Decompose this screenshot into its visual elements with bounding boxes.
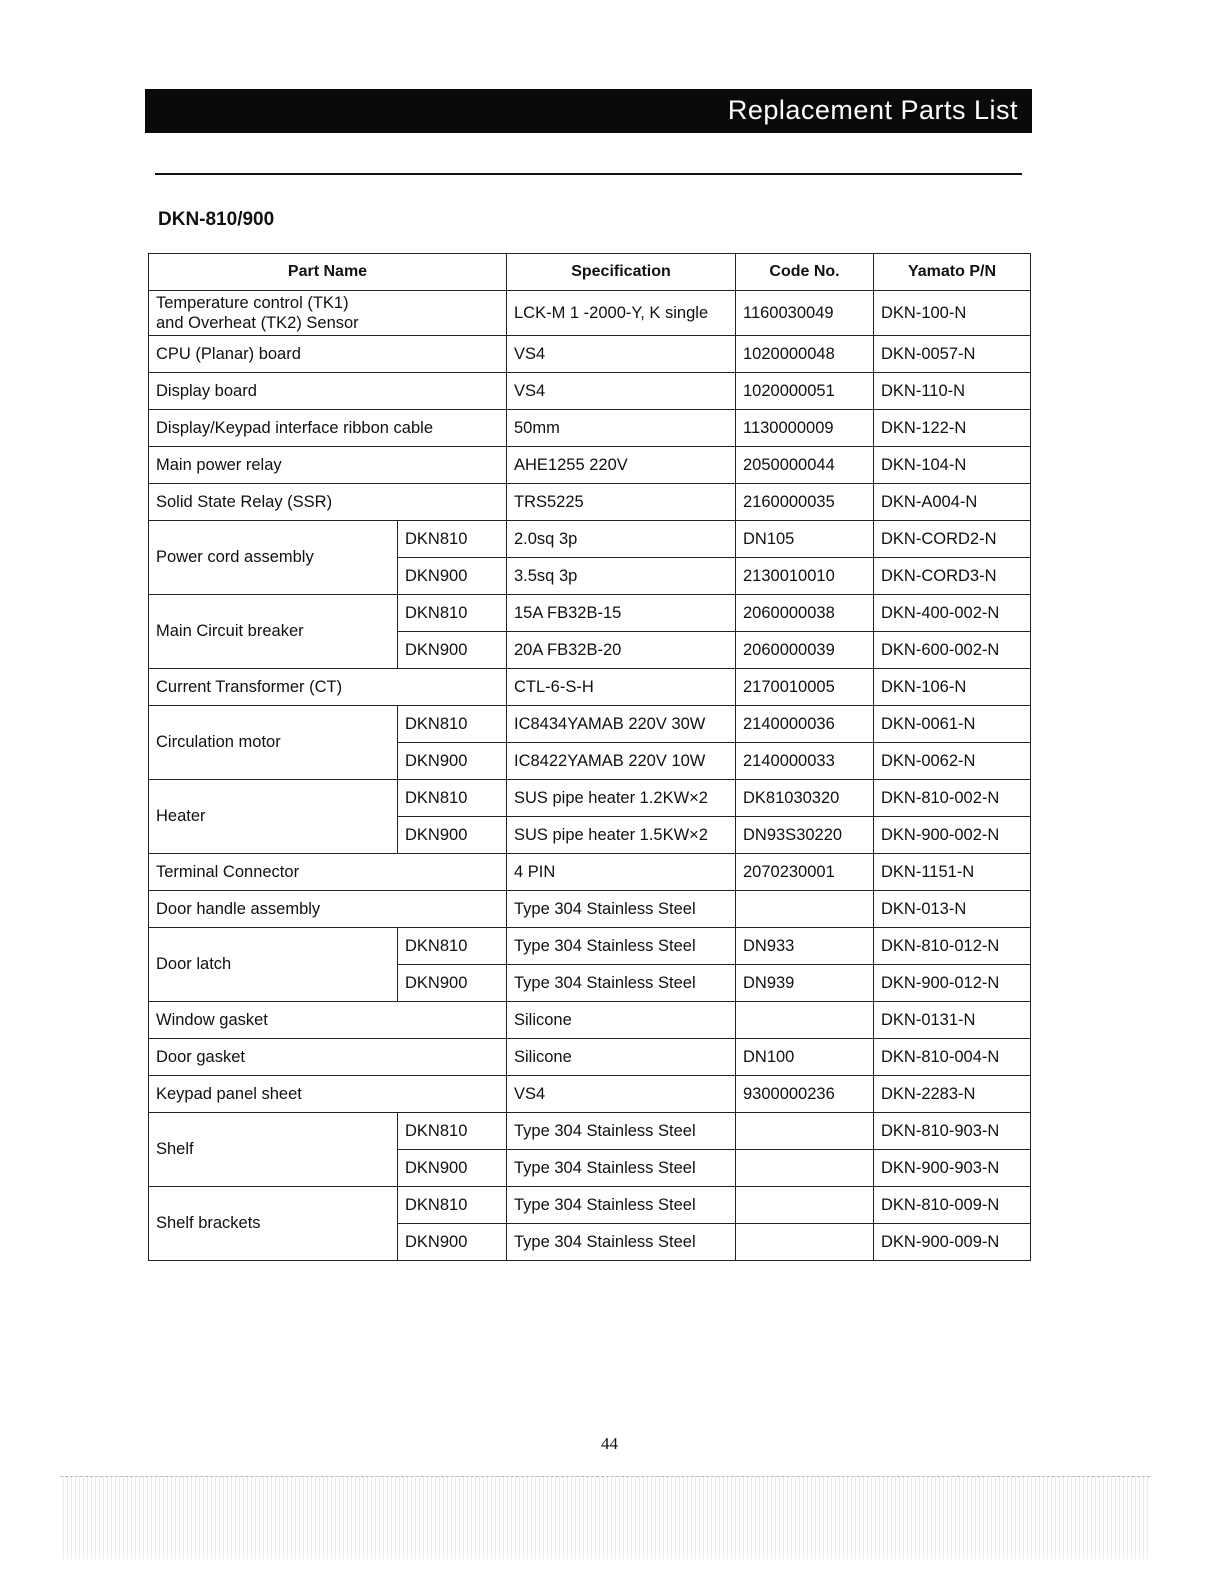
yamato-pn: DKN-013-N bbox=[874, 891, 1031, 928]
yamato-pn: DKN-100-N bbox=[874, 291, 1031, 336]
yamato-pn: DKN-122-N bbox=[874, 410, 1031, 447]
column-header: Part Name bbox=[149, 254, 507, 291]
part-name: Door gasket bbox=[149, 1039, 507, 1076]
model: DKN810 bbox=[398, 1187, 507, 1224]
table-row bbox=[149, 706, 1031, 743]
parts-table bbox=[148, 253, 1031, 1261]
model: DKN900 bbox=[398, 1224, 507, 1261]
yamato-pn: DKN-900-002-N bbox=[874, 817, 1031, 854]
table-header-row bbox=[149, 254, 1031, 291]
model: DKN810 bbox=[398, 595, 507, 632]
code-no: DN933 bbox=[736, 928, 874, 965]
yamato-pn: DKN-400-002-N bbox=[874, 595, 1031, 632]
table-row bbox=[149, 484, 1031, 521]
yamato-pn: DKN-0057-N bbox=[874, 336, 1031, 373]
model: DKN810 bbox=[398, 928, 507, 965]
model: DKN900 bbox=[398, 558, 507, 595]
yamato-pn: DKN-A004-N bbox=[874, 484, 1031, 521]
specification: Silicone bbox=[507, 1039, 736, 1076]
yamato-pn: DKN-810-903-N bbox=[874, 1113, 1031, 1150]
part-name: Door latch bbox=[149, 928, 398, 1002]
part-name: Keypad panel sheet bbox=[149, 1076, 507, 1113]
part-name: Main Circuit breaker bbox=[149, 595, 398, 669]
table-row bbox=[149, 373, 1031, 410]
table-row bbox=[149, 928, 1031, 965]
column-header: Code No. bbox=[736, 254, 874, 291]
table-row bbox=[149, 1187, 1031, 1224]
yamato-pn: DKN-900-012-N bbox=[874, 965, 1031, 1002]
header-banner bbox=[145, 89, 1032, 133]
yamato-pn: DKN-810-002-N bbox=[874, 780, 1031, 817]
yamato-pn: DKN-CORD2-N bbox=[874, 521, 1031, 558]
table-row bbox=[149, 291, 1031, 336]
specification: CTL-6-S-H bbox=[507, 669, 736, 706]
part-name: Power cord assembly bbox=[149, 521, 398, 595]
code-no: 2070230001 bbox=[736, 854, 874, 891]
code-no: 2140000036 bbox=[736, 706, 874, 743]
part-name: Display/Keypad interface ribbon cable bbox=[149, 410, 507, 447]
specification: Type 304 Stainless Steel bbox=[507, 1150, 736, 1187]
yamato-pn: DKN-2283-N bbox=[874, 1076, 1031, 1113]
specification: Type 304 Stainless Steel bbox=[507, 891, 736, 928]
code-no bbox=[736, 1150, 874, 1187]
table-row bbox=[149, 1076, 1031, 1113]
table-row bbox=[149, 780, 1031, 817]
model: DKN810 bbox=[398, 706, 507, 743]
specification: 20A FB32B-20 bbox=[507, 632, 736, 669]
specification: Type 304 Stainless Steel bbox=[507, 965, 736, 1002]
specification: AHE1255 220V bbox=[507, 447, 736, 484]
specification: LCK-M 1 -2000-Y, K single bbox=[507, 291, 736, 336]
part-name: Window gasket bbox=[149, 1002, 507, 1039]
table-row bbox=[149, 1039, 1031, 1076]
model: DKN810 bbox=[398, 780, 507, 817]
yamato-pn: DKN-106-N bbox=[874, 669, 1031, 706]
yamato-pn: DKN-600-002-N bbox=[874, 632, 1031, 669]
model: DKN810 bbox=[398, 1113, 507, 1150]
code-no bbox=[736, 1002, 874, 1039]
specification: Type 304 Stainless Steel bbox=[507, 1187, 736, 1224]
yamato-pn: DKN-CORD3-N bbox=[874, 558, 1031, 595]
part-name: Display board bbox=[149, 373, 507, 410]
table-row bbox=[149, 891, 1031, 928]
code-no bbox=[736, 891, 874, 928]
part-name: Shelf brackets bbox=[149, 1187, 398, 1261]
specification: VS4 bbox=[507, 373, 736, 410]
scan-noise bbox=[60, 1476, 1150, 1559]
part-name: Circulation motor bbox=[149, 706, 398, 780]
code-no: 1160030049 bbox=[736, 291, 874, 336]
yamato-pn: DKN-110-N bbox=[874, 373, 1031, 410]
specification: Type 304 Stainless Steel bbox=[507, 1224, 736, 1261]
part-name: Terminal Connector bbox=[149, 854, 507, 891]
yamato-pn: DKN-810-012-N bbox=[874, 928, 1031, 965]
code-no: 1130000009 bbox=[736, 410, 874, 447]
code-no: DN105 bbox=[736, 521, 874, 558]
part-name: Main power relay bbox=[149, 447, 507, 484]
code-no: DN939 bbox=[736, 965, 874, 1002]
code-no bbox=[736, 1224, 874, 1261]
part-name: Solid State Relay (SSR) bbox=[149, 484, 507, 521]
yamato-pn: DKN-900-903-N bbox=[874, 1150, 1031, 1187]
column-header: Specification bbox=[507, 254, 736, 291]
code-no: 2060000039 bbox=[736, 632, 874, 669]
code-no: DN93S30220 bbox=[736, 817, 874, 854]
specification: 50mm bbox=[507, 410, 736, 447]
code-no: DN100 bbox=[736, 1039, 874, 1076]
table-row bbox=[149, 447, 1031, 484]
code-no: 2160000035 bbox=[736, 484, 874, 521]
yamato-pn: DKN-0131-N bbox=[874, 1002, 1031, 1039]
code-no: 1020000051 bbox=[736, 373, 874, 410]
part-name: Shelf bbox=[149, 1113, 398, 1187]
yamato-pn: DKN-810-004-N bbox=[874, 1039, 1031, 1076]
code-no: 2050000044 bbox=[736, 447, 874, 484]
specification: 2.0sq 3p bbox=[507, 521, 736, 558]
table-row bbox=[149, 521, 1031, 558]
page-title: Replacement Parts List bbox=[727, 95, 1018, 125]
part-name: CPU (Planar) board bbox=[149, 336, 507, 373]
specification: 15A FB32B-15 bbox=[507, 595, 736, 632]
model: DKN900 bbox=[398, 632, 507, 669]
specification: VS4 bbox=[507, 336, 736, 373]
code-no: 2060000038 bbox=[736, 595, 874, 632]
table-row bbox=[149, 336, 1031, 373]
table-row bbox=[149, 595, 1031, 632]
part-name: Door handle assembly bbox=[149, 891, 507, 928]
table-row bbox=[149, 1002, 1031, 1039]
specification: Type 304 Stainless Steel bbox=[507, 1113, 736, 1150]
model-heading: DKN-810/900 bbox=[158, 209, 275, 230]
model: DKN900 bbox=[398, 1150, 507, 1187]
model: DKN810 bbox=[398, 521, 507, 558]
specification: IC8434YAMAB 220V 30W bbox=[507, 706, 736, 743]
specification: TRS5225 bbox=[507, 484, 736, 521]
yamato-pn: DKN-0062-N bbox=[874, 743, 1031, 780]
table-row bbox=[149, 854, 1031, 891]
yamato-pn: DKN-810-009-N bbox=[874, 1187, 1031, 1224]
part-name: Temperature control (TK1) and Overheat (TK2) Sensor bbox=[149, 291, 507, 336]
code-no: 9300000236 bbox=[736, 1076, 874, 1113]
model: DKN900 bbox=[398, 743, 507, 780]
model: DKN900 bbox=[398, 817, 507, 854]
yamato-pn: DKN-0061-N bbox=[874, 706, 1031, 743]
specification: SUS pipe heater 1.5KW×2 bbox=[507, 817, 736, 854]
specification: IC8422YAMAB 220V 10W bbox=[507, 743, 736, 780]
specification: VS4 bbox=[507, 1076, 736, 1113]
code-no bbox=[736, 1113, 874, 1150]
page-number: 44 bbox=[601, 1434, 618, 1453]
table-row bbox=[149, 410, 1031, 447]
yamato-pn: DKN-1151-N bbox=[874, 854, 1031, 891]
code-no: 2130010010 bbox=[736, 558, 874, 595]
code-no: 2140000033 bbox=[736, 743, 874, 780]
yamato-pn: DKN-900-009-N bbox=[874, 1224, 1031, 1261]
part-name: Heater bbox=[149, 780, 398, 854]
divider bbox=[155, 173, 1022, 175]
specification: Silicone bbox=[507, 1002, 736, 1039]
specification: 4 PIN bbox=[507, 854, 736, 891]
code-no: 1020000048 bbox=[736, 336, 874, 373]
yamato-pn: DKN-104-N bbox=[874, 447, 1031, 484]
specification: SUS pipe heater 1.2KW×2 bbox=[507, 780, 736, 817]
part-name: Current Transformer (CT) bbox=[149, 669, 507, 706]
specification: 3.5sq 3p bbox=[507, 558, 736, 595]
model: DKN900 bbox=[398, 965, 507, 1002]
code-no: DK81030320 bbox=[736, 780, 874, 817]
code-no bbox=[736, 1187, 874, 1224]
column-header: Yamato P/N bbox=[874, 254, 1031, 291]
table-row bbox=[149, 669, 1031, 706]
code-no: 2170010005 bbox=[736, 669, 874, 706]
specification: Type 304 Stainless Steel bbox=[507, 928, 736, 965]
table-row bbox=[149, 1113, 1031, 1150]
